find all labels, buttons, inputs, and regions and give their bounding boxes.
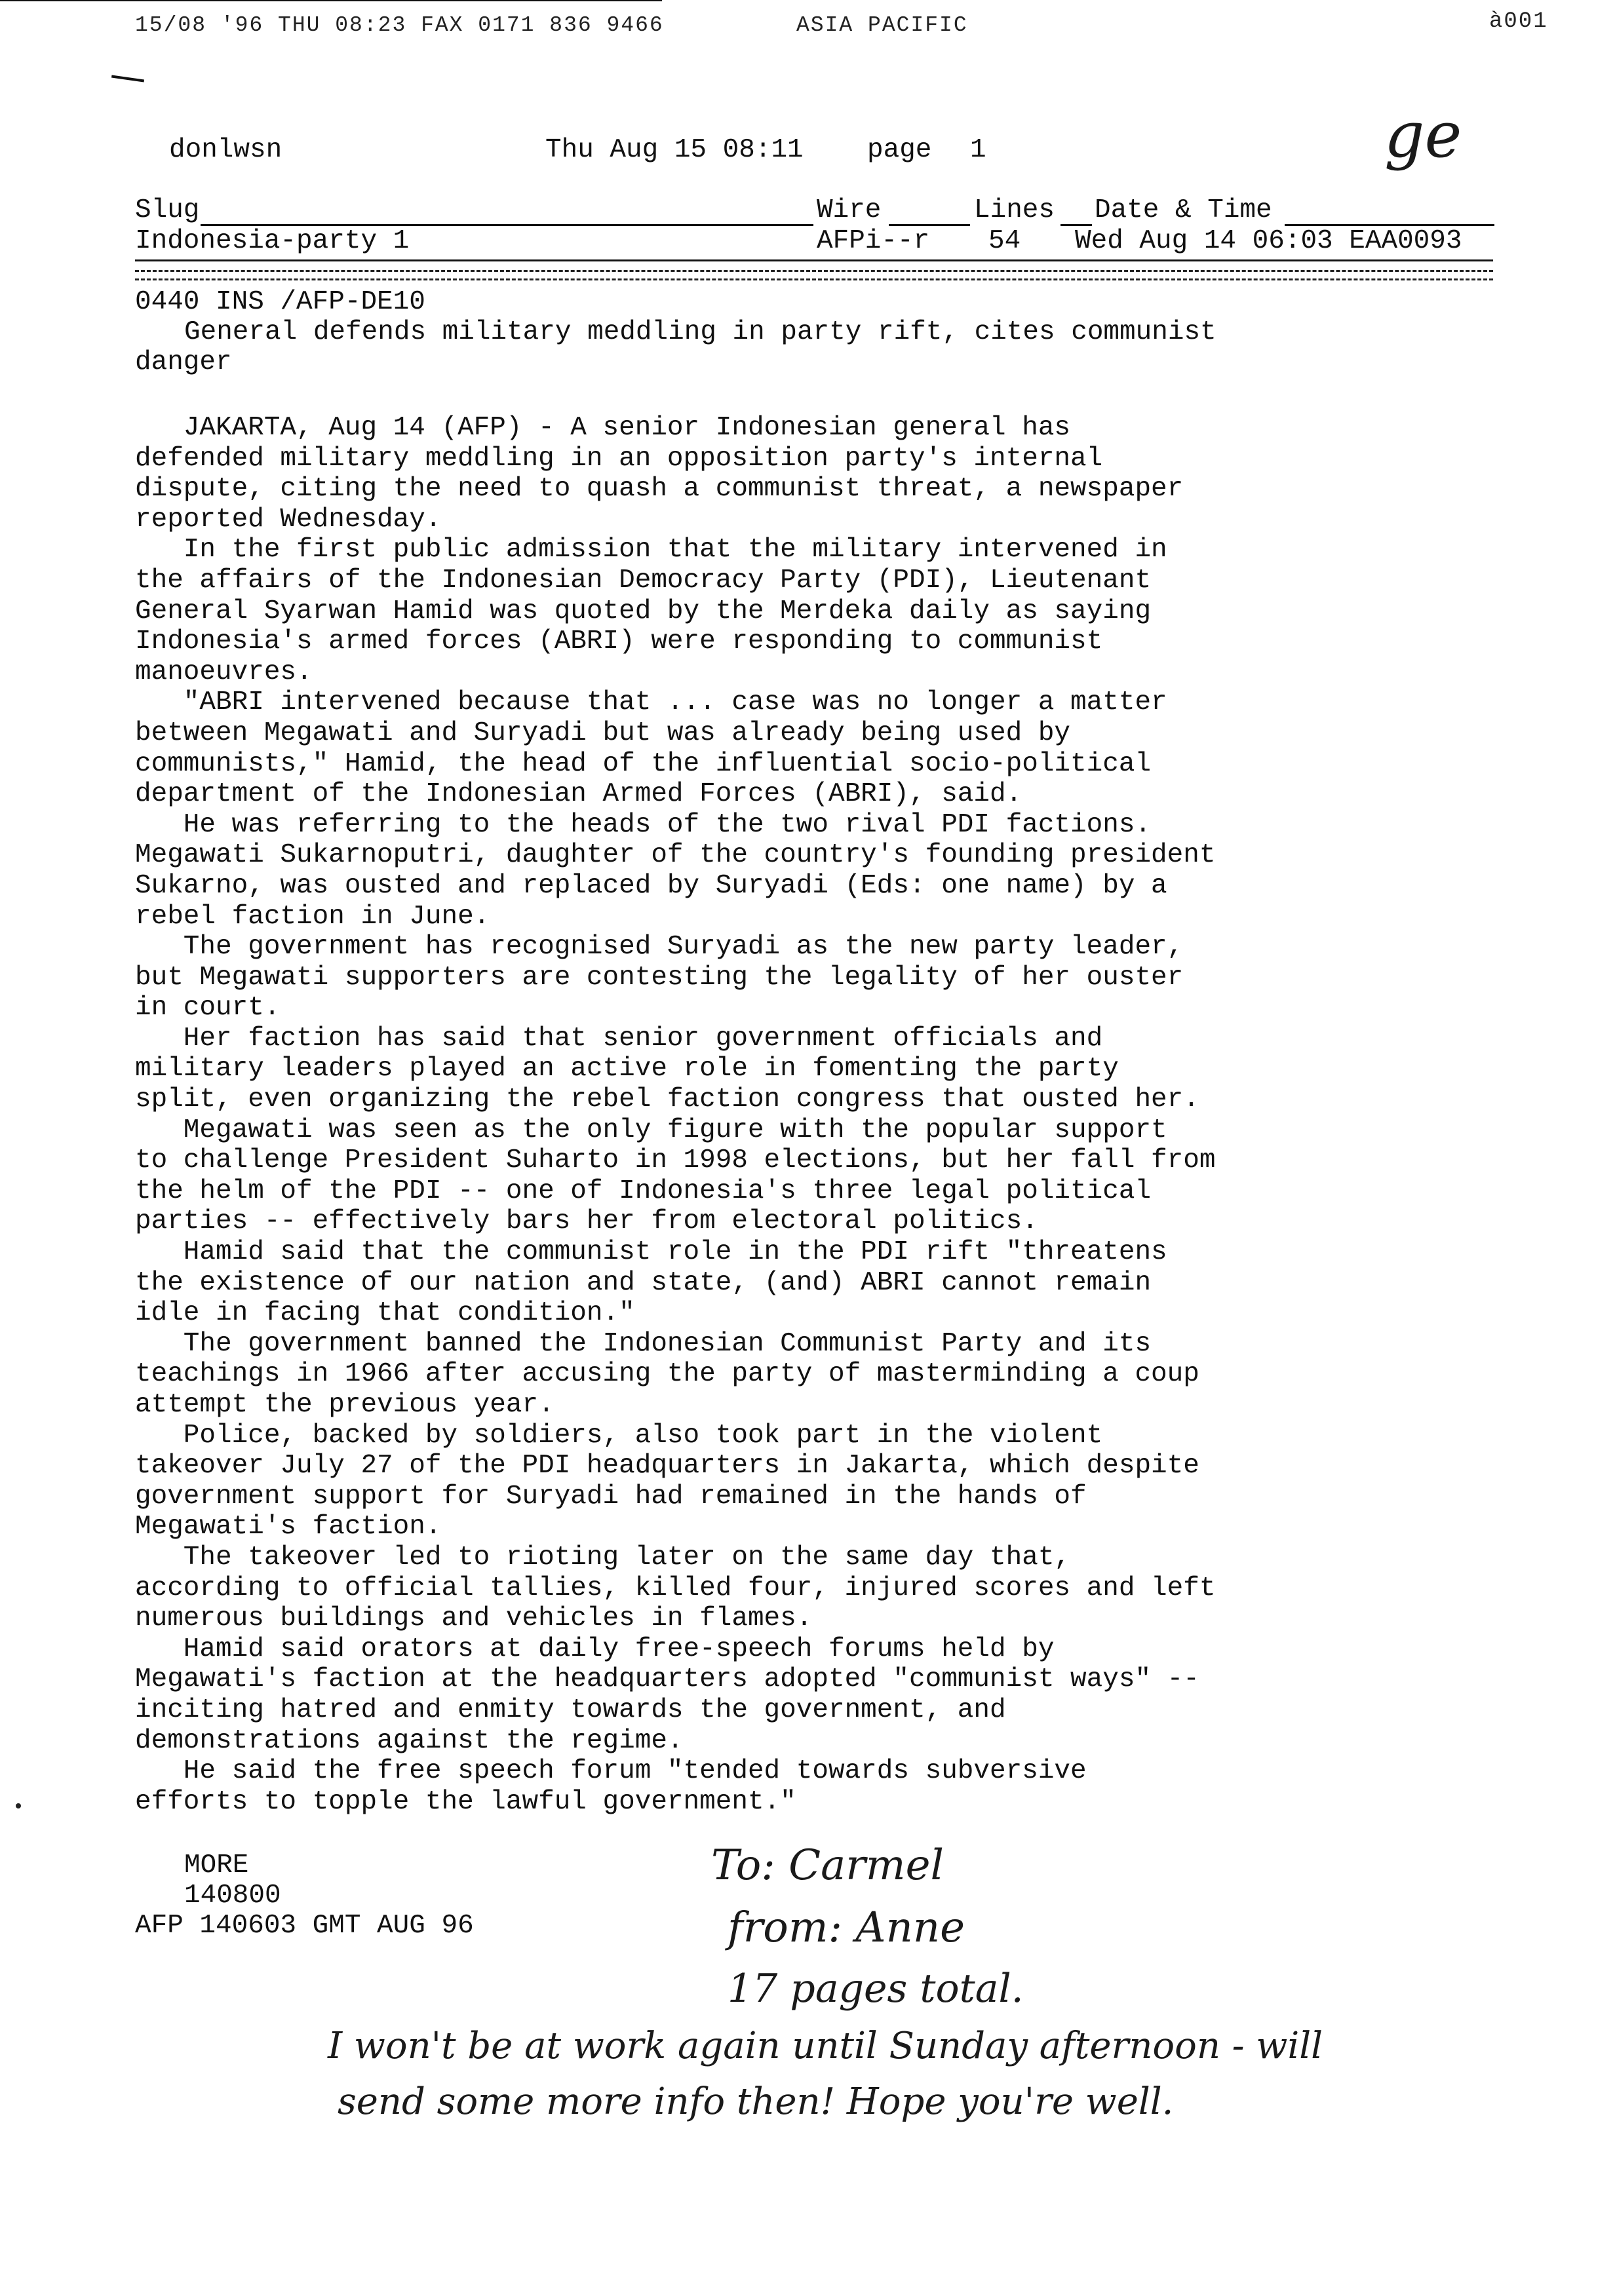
handwritten-note-line-2: send some more info then! Hope you're well. xyxy=(338,2080,1174,2123)
body-line: department of the Indonesian Armed Forces (ABRI), said. xyxy=(135,779,1022,810)
lines-value: 54 xyxy=(988,226,1021,256)
body-line: the helm of the PDI -- one of Indonesia's three legal political xyxy=(135,1176,1152,1206)
body-line: efforts to topple the lawful government." xyxy=(135,1786,796,1817)
footer-number: 140800 xyxy=(184,1881,281,1911)
body-line: The government banned the Indonesian Communist Party and its xyxy=(135,1328,1152,1359)
body-line: manoeuvres. xyxy=(135,657,313,687)
margin-speck xyxy=(16,1803,21,1808)
body-line: Megawati was seen as the only figure with the popular support xyxy=(135,1115,1167,1145)
body-line: the existence of our nation and state, (and) ABRI cannot remain xyxy=(135,1267,1152,1298)
body-line: in court. xyxy=(135,993,281,1024)
separator-double-rule xyxy=(135,270,1493,280)
wire-value: AFPi--r xyxy=(817,226,930,256)
body-line: He was referring to the heads of the two rival PDI factions. xyxy=(135,809,1152,840)
body-line: military leaders played an active role in fomenting the party xyxy=(135,1054,1119,1084)
body-line: The takeover led to rioting later on the same day that, xyxy=(135,1542,1071,1573)
body-line: attempt the previous year. xyxy=(135,1390,555,1420)
body-line: to challenge President Suharto in 1998 elections, but her fall from xyxy=(135,1145,1216,1176)
body-line: Megawati Sukarnoputri, daughter of the country's founding president xyxy=(135,840,1216,871)
header-date: Thu Aug 15 08:11 xyxy=(545,135,804,165)
body-line: parties -- effectively bars her from electoral politics. xyxy=(135,1206,1038,1237)
handwritten-from: from: Anne xyxy=(728,1904,965,1952)
body-line: Her faction has said that senior government officials and xyxy=(135,1023,1103,1054)
body-line: idle in facing that condition." xyxy=(135,1298,635,1329)
slug-value: Indonesia-party 1 xyxy=(135,226,410,256)
body-line: according to official tallies, killed four, injured scores and left xyxy=(135,1573,1216,1603)
fax-mark xyxy=(111,75,144,83)
body-line: demonstrations against the regime. xyxy=(135,1725,684,1756)
body-line: split, even organizing the rebel faction congress that ousted her. xyxy=(135,1084,1199,1115)
handwritten-note-line-1: I won't be at work again until Sunday afternoon - will xyxy=(328,2025,1323,2067)
date-time-value: Wed Aug 14 06:03 EAA0093 xyxy=(1075,226,1462,256)
fax-sender: ASIA PACIFIC xyxy=(796,13,968,37)
body-line: numerous buildings and vehicles in flames. xyxy=(135,1603,813,1634)
slug-label: Slug xyxy=(135,195,200,225)
handwritten-to: To: Carmel xyxy=(711,1841,944,1890)
body-line: takeover July 27 of the PDI headquarters in Jakarta, which despite xyxy=(135,1451,1199,1482)
body-line: Hamid said orators at daily free-speech forums held by xyxy=(135,1634,1055,1664)
body-line: Hamid said that the communist role in the PDI rift "threatens xyxy=(135,1237,1167,1268)
body-line: Police, backed by soldiers, also took part in the violent xyxy=(135,1420,1103,1451)
body-line: reported Wednesday. xyxy=(135,504,442,535)
body-line: government support for Suryadi had remained in the hands of xyxy=(135,1481,1087,1512)
header-page-number: 1 xyxy=(970,135,986,165)
body-line: He said the free speech forum "tended towards subversive xyxy=(135,1756,1087,1787)
body-line: defended military meddling in an opposition party's internal xyxy=(135,443,1103,474)
body-line: The government has recognised Suryadi as the new party leader, xyxy=(135,932,1184,963)
body-line: rebel faction in June. xyxy=(135,901,490,932)
body-line: In the first public admission that the military intervened in xyxy=(135,535,1167,565)
fax-datetime: 15/08 '96 THU 08:23 FAX 0171 836 9466 xyxy=(135,13,664,37)
header-user: donlwsn xyxy=(169,135,282,165)
headline-line-2: danger xyxy=(135,347,232,377)
body-line: communists," Hamid, the head of the influential socio-political xyxy=(135,748,1152,779)
body-line: inciting hatred and enmity towards the government, and xyxy=(135,1694,1006,1725)
fax-page-number: à001 xyxy=(1489,9,1548,34)
lines-label: Lines xyxy=(974,195,1055,225)
fax-top-rule xyxy=(0,0,662,1)
header-page-label: page xyxy=(867,135,932,165)
body-line: between Megawati and Suryadi but was already being used by xyxy=(135,718,1071,748)
body-line: the affairs of the Indonesian Democracy Party (PDI), Lieutenant xyxy=(135,565,1152,596)
footer-more: MORE xyxy=(184,1850,249,1881)
body-line: dispute, citing the need to quash a communist threat, a newspaper xyxy=(135,474,1184,505)
body-line: Megawati's faction at the headquarters adopted "communist ways" -- xyxy=(135,1664,1199,1695)
date-time-label: Date & Time xyxy=(1095,195,1272,225)
body-line: teachings in 1966 after accusing the party of masterminding a coup xyxy=(135,1359,1199,1390)
handwritten-pages-total: 17 pages total. xyxy=(728,1966,1024,2012)
body-line: but Megawati supporters are contesting the legality of her ouster xyxy=(135,962,1184,993)
handwritten-initials: ge xyxy=(1384,98,1462,172)
slug-bottom-rule xyxy=(135,259,1493,261)
headline-line-1: General defends military meddling in party rift, cites communist xyxy=(184,317,1216,347)
body-line: Sukarno, was ousted and replaced by Suryadi (Eds: one name) by a xyxy=(135,870,1167,901)
footer-stamp: AFP 140603 GMT AUG 96 xyxy=(135,1911,474,1941)
story-body xyxy=(135,413,1485,1817)
body-line: General Syarwan Hamid was quoted by the Merdeka daily as saying xyxy=(135,596,1152,626)
body-line: Megawati's faction. xyxy=(135,1512,442,1542)
wire-label: Wire xyxy=(817,195,882,225)
body-line: JAKARTA, Aug 14 (AFP) - A senior Indonesian general has xyxy=(135,413,1071,443)
story-code: 0440 INS /AFP-DE10 xyxy=(135,287,425,317)
body-line: Indonesia's armed forces (ABRI) were responding to communist xyxy=(135,626,1103,657)
body-line: "ABRI intervened because that ... case was no longer a matter xyxy=(135,687,1167,718)
